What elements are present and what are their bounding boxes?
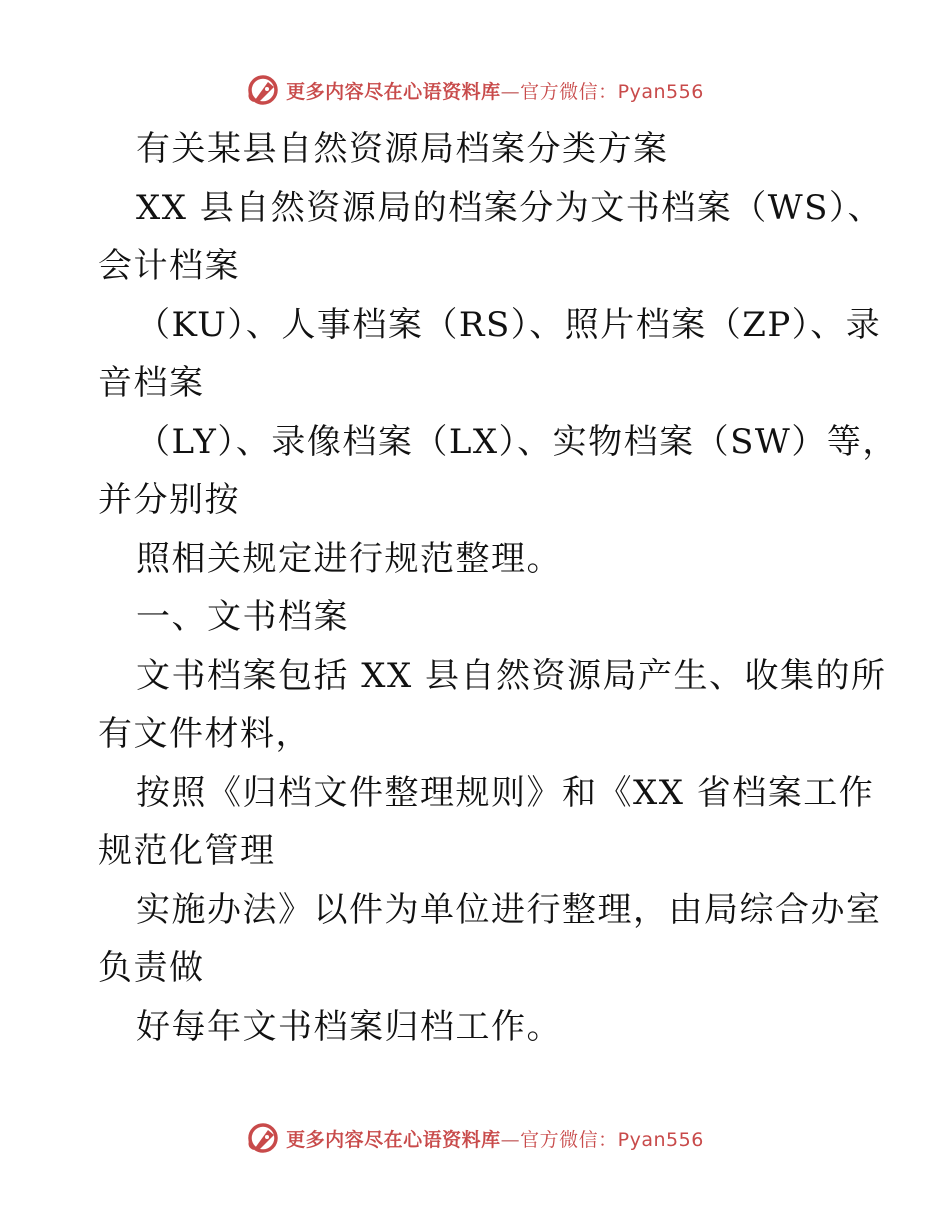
- doc-line: （KU）、人事档案（RS）、照片档案（ZP）、录: [136, 304, 882, 345]
- header-watermark: [0, 70, 950, 110]
- footer-watermark: [0, 1118, 950, 1158]
- doc-line: 实施办法》以件为单位进行整理，由局综合办室: [136, 889, 882, 930]
- doc-line: XX 县自然资源局的档案分为文书档案（WS）、: [136, 187, 883, 228]
- pen-nib-circle-icon: [246, 1121, 280, 1155]
- doc-line: 会计档案: [98, 246, 240, 286]
- doc-line: 好每年文书档案归档工作。: [136, 1006, 562, 1047]
- doc-line: 有文件材料，: [98, 714, 311, 754]
- doc-line: 负责做: [98, 948, 205, 988]
- pen-nib-circle-icon: [246, 73, 280, 107]
- watermark-text: 更多内容尽在心语资料库—官方微信：Pyan556: [286, 1128, 704, 1151]
- doc-line: 音档案: [98, 363, 205, 403]
- doc-line: 文书档案包括 XX 县自然资源局产生、收集的所: [136, 655, 887, 696]
- watermark-text: 更多内容尽在心语资料库—官方微信：Pyan556: [286, 80, 704, 103]
- doc-line: 按照《归档文件整理规则》和《XX 省档案工作: [136, 772, 875, 813]
- doc-line: 规范化管理: [98, 831, 276, 871]
- document-body: [98, 120, 898, 1056]
- section-heading: 一、文书档案: [136, 597, 349, 637]
- doc-title: 有关某县自然资源局档案分类方案: [136, 129, 669, 169]
- doc-line: （LY）、录像档案（LX）、实物档案（SW）等，: [136, 421, 898, 462]
- doc-line: 照相关规定进行规范整理。: [136, 538, 562, 579]
- doc-line: 并分别按: [98, 480, 240, 520]
